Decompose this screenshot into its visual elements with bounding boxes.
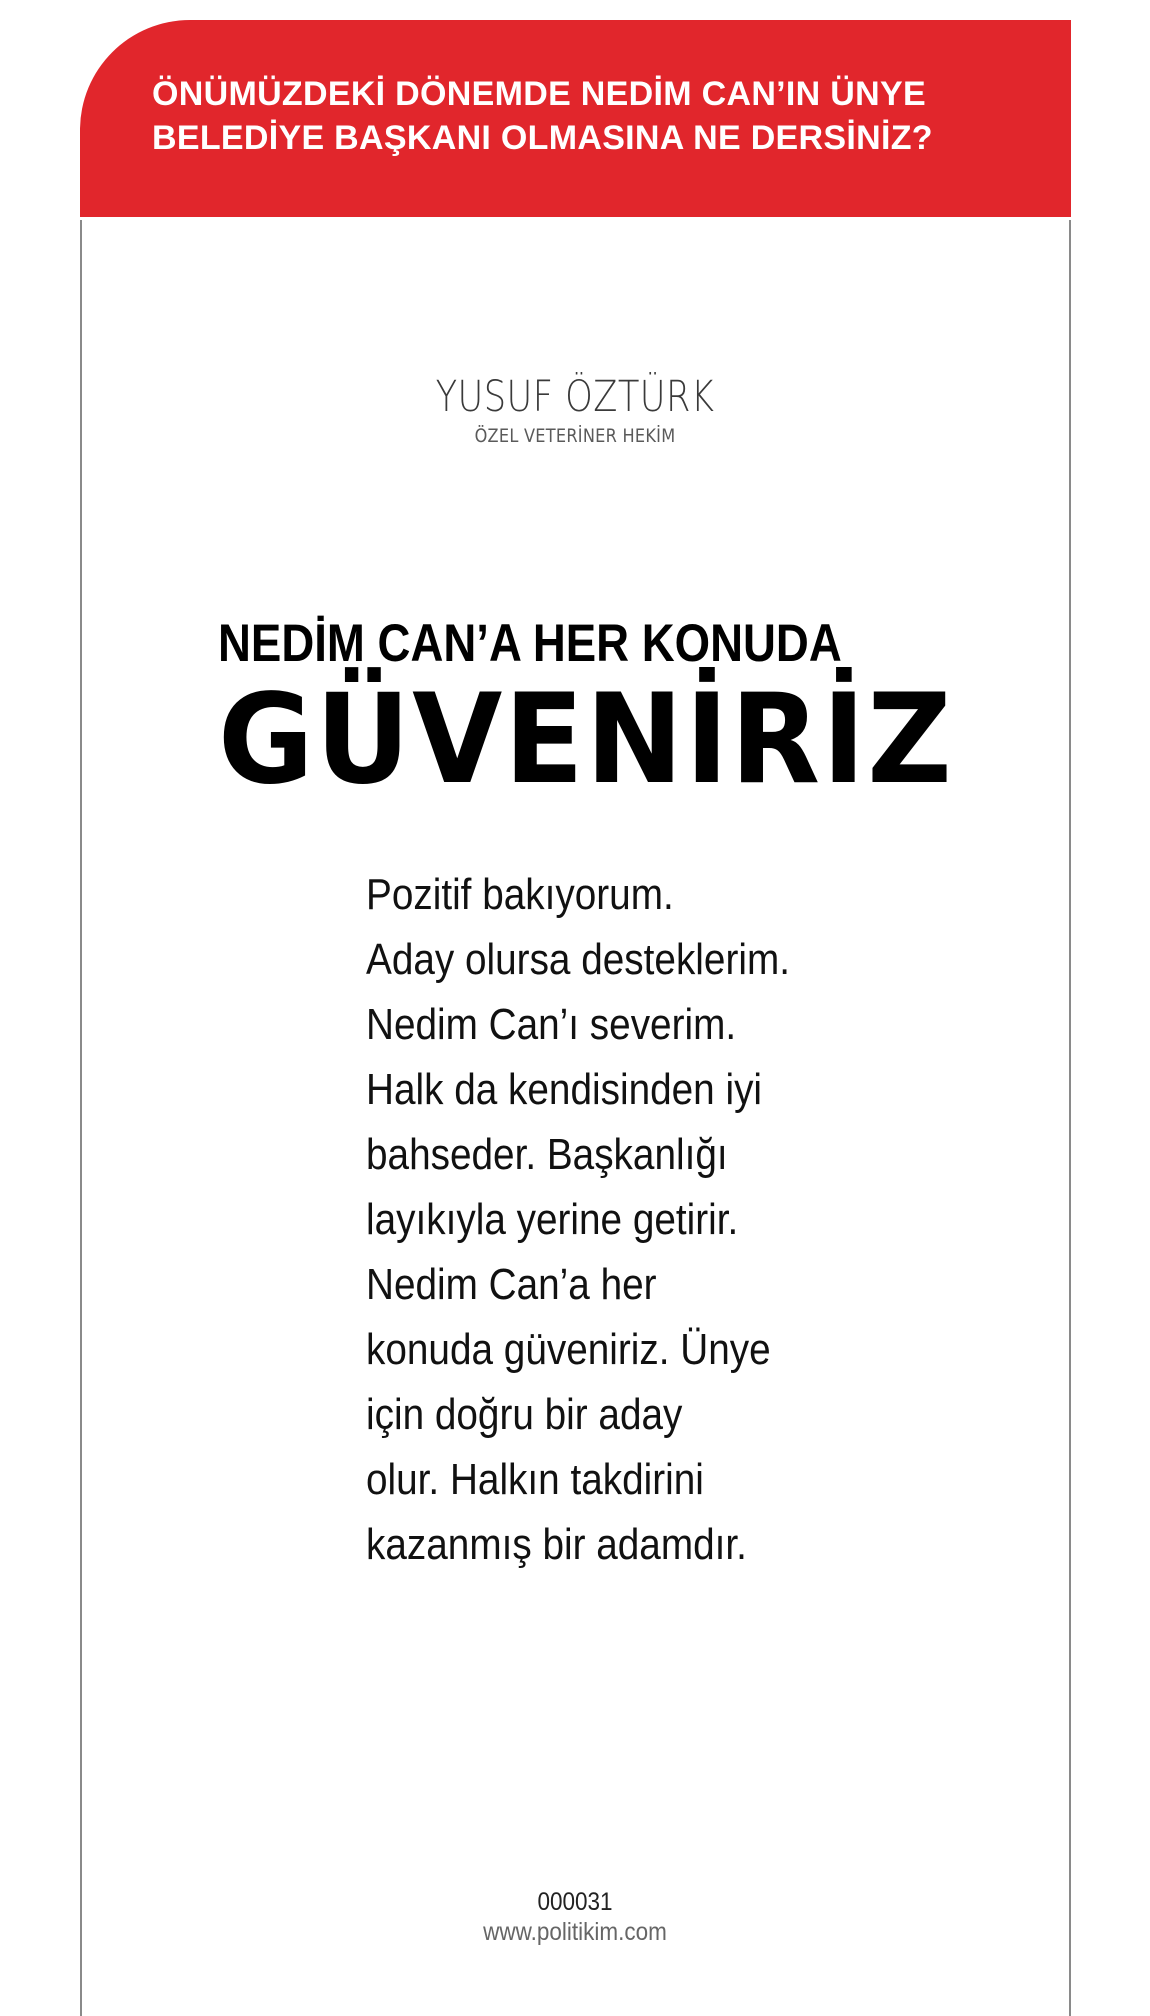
quote-line: Nedim Can’ı severim. xyxy=(366,1000,737,1049)
quote-line: Halk da kendisinden iyi xyxy=(366,1065,763,1114)
quote-line: kazanmış bir adamdır. xyxy=(366,1520,747,1569)
quote-line: bahseder. Başkanlığı xyxy=(366,1130,728,1179)
card-right-border xyxy=(1069,220,1071,2016)
quote-line: layıkıyla yerine getirir. xyxy=(366,1195,739,1244)
author-name: YUSUF ÖZTÜRK xyxy=(435,372,715,422)
footer xyxy=(0,1887,1150,1947)
quote-line: konuda güveniriz. Ünye xyxy=(366,1325,771,1374)
author-role: ÖZEL VETERİNER HEKİM xyxy=(474,425,676,447)
quote-text xyxy=(366,862,926,1577)
question-banner xyxy=(80,20,1071,217)
quote-line: Aday olursa desteklerim. xyxy=(366,935,790,984)
website-link[interactable]: www.politikim.com xyxy=(483,1918,667,1946)
card-left-border xyxy=(80,220,82,2016)
headline-title: GÜVENİRİZ xyxy=(218,668,954,812)
banner-question-line-1: ÖNÜMÜZDEKİ DÖNEMDE NEDİM CAN’IN ÜNYE xyxy=(152,75,926,113)
quote-line: Nedim Can’a her xyxy=(366,1260,657,1309)
banner-question-line-2: BELEDİYE BAŞKANI OLMASINA NE DERSİNİZ? xyxy=(152,119,933,157)
headline-subtitle: NEDİM CAN’A HER KONUDA xyxy=(218,614,842,673)
author-block xyxy=(0,372,1150,448)
page-code: 000031 xyxy=(537,1888,613,1916)
quote-line: için doğru bir aday xyxy=(366,1390,683,1439)
quote-line: Pozitif bakıyorum. xyxy=(366,870,674,919)
quote-line: olur. Halkın takdirini xyxy=(366,1455,704,1504)
